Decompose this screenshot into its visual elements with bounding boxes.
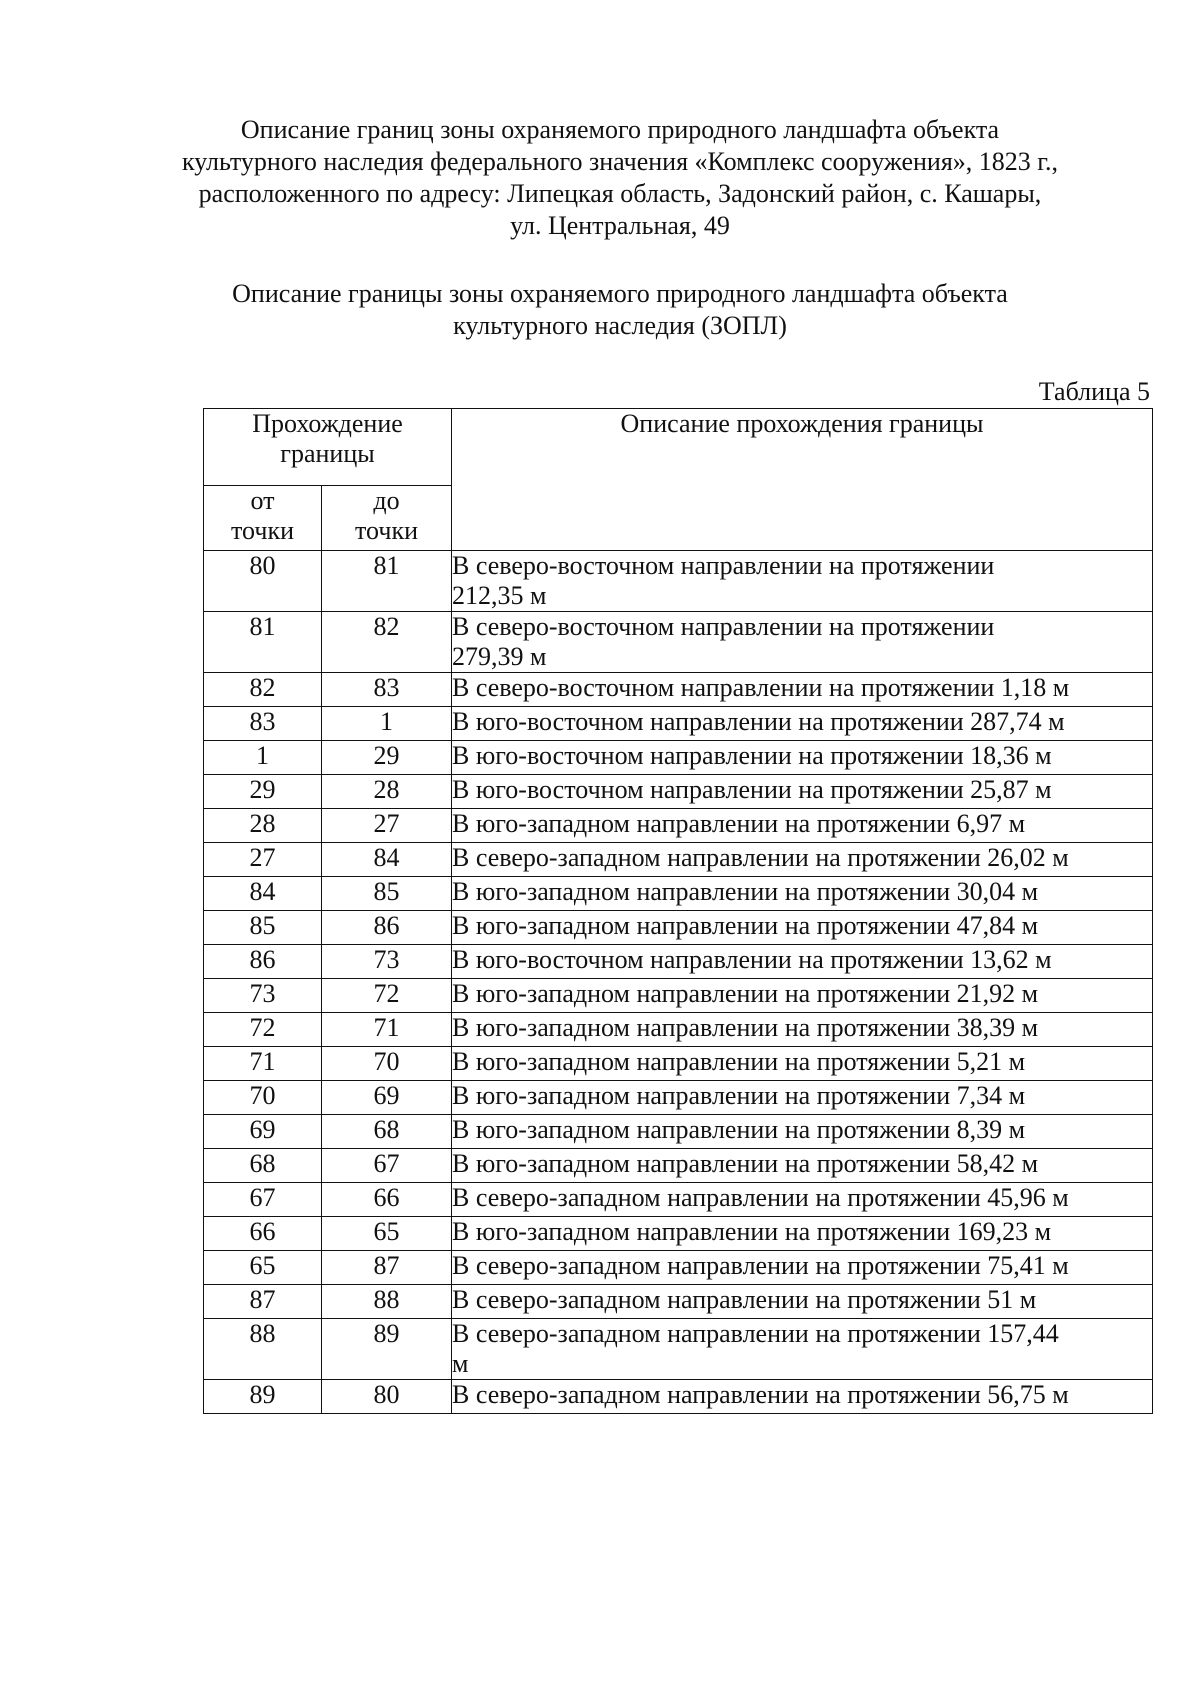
table-row: [204, 1285, 1153, 1319]
cell-description: [452, 1319, 1153, 1380]
cell-description: В северо-западном направлении на протяжении 26,02 м: [452, 843, 1153, 877]
cell-description: В юго-западном направлении на протяжении 169,23 м: [452, 1217, 1153, 1251]
boundary-table: [203, 408, 1153, 1414]
cell-description: В юго-восточном направлении на протяжении 18,36 м: [452, 741, 1153, 775]
cell-from-point: 83: [204, 707, 322, 741]
cell-to-point: 1: [322, 707, 452, 741]
header-text: границы: [280, 439, 375, 468]
subtitle-line: Описание границы зоны охраняемого природного ландшафта объекта: [232, 279, 1008, 308]
cell-description: [452, 551, 1153, 612]
header-from-point: [204, 486, 322, 551]
cell-to-point: 84: [322, 843, 452, 877]
cell-to-point: 71: [322, 1013, 452, 1047]
description-text: 279,39 м: [452, 642, 547, 671]
table-row: [204, 843, 1153, 877]
cell-to-point: 29: [322, 741, 452, 775]
cell-to-point: 81: [322, 551, 452, 612]
table-header-row: [204, 409, 1153, 486]
table-row: [204, 1081, 1153, 1115]
cell-to-point: 27: [322, 809, 452, 843]
table-row: [204, 673, 1153, 707]
document-title: [160, 114, 1080, 242]
cell-to-point: 72: [322, 979, 452, 1013]
cell-description: В юго-западном направлении на протяжении 30,04 м: [452, 877, 1153, 911]
description-text: В северо-восточном направлении на протяжении: [452, 612, 995, 641]
table-row: [204, 1319, 1153, 1380]
cell-from-point: 27: [204, 843, 322, 877]
title-line: культурного наследия федерального значения «Комплекс сооружения», 1823 г.,: [181, 147, 1059, 176]
cell-from-point: 81: [204, 612, 322, 673]
header-text: точки: [231, 516, 294, 545]
cell-from-point: 85: [204, 911, 322, 945]
cell-from-point: 89: [204, 1380, 322, 1414]
cell-from-point: 73: [204, 979, 322, 1013]
table-row: [204, 911, 1153, 945]
header-text: Прохождение: [252, 409, 403, 438]
title-line: Описание границ зоны охраняемого природного ландшафта объекта: [240, 115, 1000, 144]
table-row: [204, 1115, 1153, 1149]
cell-description: В северо-западном направлении на протяжении 75,41 м: [452, 1251, 1153, 1285]
table-row: [204, 1251, 1153, 1285]
table-row: [204, 1183, 1153, 1217]
table-row: [204, 775, 1153, 809]
cell-to-point: 83: [322, 673, 452, 707]
cell-to-point: 87: [322, 1251, 452, 1285]
cell-to-point: 86: [322, 911, 452, 945]
cell-description: В северо-западном направлении на протяжении 45,96 м: [452, 1183, 1153, 1217]
cell-to-point: 70: [322, 1047, 452, 1081]
table-row: [204, 741, 1153, 775]
cell-from-point: 68: [204, 1149, 322, 1183]
table-row: [204, 1149, 1153, 1183]
cell-from-point: 65: [204, 1251, 322, 1285]
description-text: 212,35 м: [452, 581, 547, 610]
cell-description: В юго-западном направлении на протяжении 58,42 м: [452, 1149, 1153, 1183]
header-boundary-description: Описание прохождения границы: [452, 409, 1153, 551]
cell-description: В юго-западном направлении на протяжении 21,92 м: [452, 979, 1153, 1013]
cell-to-point: 82: [322, 612, 452, 673]
cell-description: В юго-западном направлении на протяжении 47,84 м: [452, 911, 1153, 945]
table-row: [204, 979, 1153, 1013]
cell-to-point: 88: [322, 1285, 452, 1319]
cell-description: В юго-западном направлении на протяжении 8,39 м: [452, 1115, 1153, 1149]
header-text: от: [250, 486, 275, 515]
cell-description: В юго-восточном направлении на протяжении 25,87 м: [452, 775, 1153, 809]
header-text: до: [373, 486, 400, 515]
cell-from-point: 69: [204, 1115, 322, 1149]
cell-from-point: 88: [204, 1319, 322, 1380]
cell-to-point: 69: [322, 1081, 452, 1115]
table-row: [204, 1380, 1153, 1414]
header-boundary-passage: [204, 409, 452, 486]
cell-from-point: 70: [204, 1081, 322, 1115]
cell-from-point: 80: [204, 551, 322, 612]
title-line: ул. Центральная, 49: [510, 211, 730, 240]
cell-to-point: 67: [322, 1149, 452, 1183]
cell-description: В юго-западном направлении на протяжении 38,39 м: [452, 1013, 1153, 1047]
cell-from-point: 67: [204, 1183, 322, 1217]
cell-to-point: 73: [322, 945, 452, 979]
cell-from-point: 71: [204, 1047, 322, 1081]
table-row: [204, 877, 1153, 911]
cell-from-point: 1: [204, 741, 322, 775]
cell-description: В юго-западном направлении на протяжении 6,97 м: [452, 809, 1153, 843]
document-subtitle: [160, 278, 1080, 342]
table-row: [204, 551, 1153, 612]
table-number-label: Таблица 5: [1038, 377, 1150, 406]
cell-description: В северо-западном направлении на протяжении 51 м: [452, 1285, 1153, 1319]
cell-to-point: 68: [322, 1115, 452, 1149]
header-text: точки: [355, 516, 418, 545]
cell-to-point: 85: [322, 877, 452, 911]
cell-from-point: 84: [204, 877, 322, 911]
cell-from-point: 28: [204, 809, 322, 843]
subtitle-line: культурного наследия (ЗОПЛ): [453, 311, 787, 340]
description-text: В северо-западном направлении на протяжении 157,44: [452, 1319, 1059, 1348]
table-row: [204, 945, 1153, 979]
cell-to-point: 66: [322, 1183, 452, 1217]
cell-from-point: 66: [204, 1217, 322, 1251]
cell-from-point: 82: [204, 673, 322, 707]
cell-description: В юго-восточном направлении на протяжении 287,74 м: [452, 707, 1153, 741]
cell-from-point: 29: [204, 775, 322, 809]
table-row: [204, 809, 1153, 843]
table-row: [204, 612, 1153, 673]
title-line: расположенного по адресу: Липецкая область, Задонский район, с. Кашары,: [198, 179, 1042, 208]
table-row: [204, 1217, 1153, 1251]
cell-description: В северо-западном направлении на протяжении 56,75 м: [452, 1380, 1153, 1414]
cell-description: В юго-западном направлении на протяжении 7,34 м: [452, 1081, 1153, 1115]
cell-to-point: 89: [322, 1319, 452, 1380]
table-row: [204, 707, 1153, 741]
cell-to-point: 28: [322, 775, 452, 809]
cell-from-point: 87: [204, 1285, 322, 1319]
cell-description: В юго-восточном направлении на протяжении 13,62 м: [452, 945, 1153, 979]
cell-from-point: 86: [204, 945, 322, 979]
cell-description: В северо-восточном направлении на протяжении 1,18 м: [452, 673, 1153, 707]
header-to-point: [322, 486, 452, 551]
cell-to-point: 80: [322, 1380, 452, 1414]
description-text: м: [452, 1349, 469, 1378]
cell-to-point: 65: [322, 1217, 452, 1251]
cell-description: [452, 612, 1153, 673]
description-text: В северо-восточном направлении на протяжении: [452, 551, 995, 580]
table-row: [204, 1013, 1153, 1047]
cell-description: В юго-западном направлении на протяжении 5,21 м: [452, 1047, 1153, 1081]
table-row: [204, 1047, 1153, 1081]
cell-from-point: 72: [204, 1013, 322, 1047]
